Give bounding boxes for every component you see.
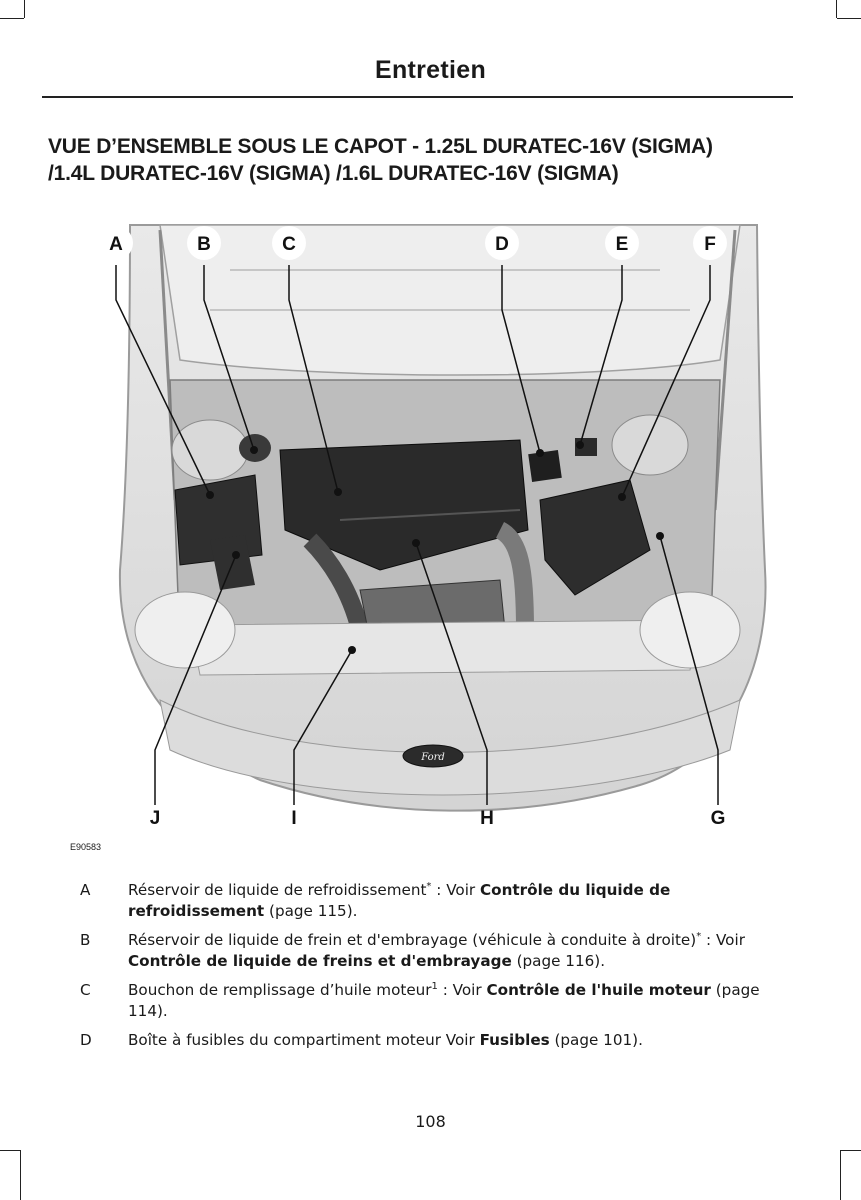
legend-description: Bouchon de remplissage d’huile moteur$^1$ : Voir Contrôle de l'huile moteur (page 114). (128, 980, 760, 1020)
legend-letter: B (80, 931, 91, 949)
fuse-box (528, 450, 562, 482)
crop-mark (0, 1150, 20, 1151)
engine-bay-figure (0, 210, 861, 830)
callout-label-f: F (704, 234, 716, 255)
crop-mark (837, 18, 861, 19)
crop-mark (24, 0, 25, 18)
right-strut-tower (612, 415, 688, 475)
cross-reference-link[interactable]: Fusibles (479, 1031, 550, 1049)
callout-label-g: G (710, 808, 726, 829)
hood-underside (160, 225, 740, 375)
callout-label-j: J (149, 808, 161, 829)
callout-label-b: B (197, 234, 211, 255)
callout-label-d: D (495, 234, 509, 255)
right-headlamp (640, 592, 740, 668)
legend-description: Boîte à fusibles du compartiment moteur Voir Fusibles (page 101). (128, 1031, 643, 1049)
crop-mark (20, 1150, 21, 1200)
page-header-title: Entretien (374, 56, 487, 84)
callout-label-a: A (109, 234, 123, 255)
callout-label-h: H (480, 808, 494, 829)
ford-badge-text: Ford (421, 752, 445, 763)
legend-letter: A (80, 881, 91, 899)
crop-mark (836, 0, 837, 18)
crop-mark (0, 18, 24, 19)
section-title-line1: VUE D’ENSEMBLE SOUS LE CAPOT - 1.25L DURATEC-16V (SIGMA) (48, 135, 713, 158)
legend-letter: D (80, 1031, 92, 1049)
callout-label-c: C (282, 234, 296, 255)
engine-bay-illustration (0, 210, 861, 830)
crop-mark (840, 1150, 861, 1151)
legend-item (80, 930, 780, 972)
left-headlamp (135, 592, 235, 668)
crop-mark (840, 1150, 841, 1200)
legend-item (80, 880, 780, 922)
section-title-line2: /1.4L DURATEC-16V (SIGMA) /1.6L DURATEC-16V (SIGMA) (48, 162, 619, 185)
legend-item (80, 980, 780, 1022)
figure-code: E90583 (70, 842, 102, 852)
cross-reference-link[interactable]: Contrôle du liquide de refroidissement (128, 881, 671, 920)
legend-list (80, 880, 780, 1059)
header-divider (42, 96, 793, 98)
legend-description: Réservoir de liquide de frein et d'embrayage (véhicule à conduite à droite)* : Voir Contrôle de liquide de freins et d'embrayage (page 116). (128, 930, 745, 970)
legend-description: Réservoir de liquide de refroidissement* : Voir Contrôle du liquide de refroidissement (page 115). (128, 880, 671, 920)
page-number: 108 (415, 1112, 446, 1131)
legend-item (80, 1030, 780, 1051)
callout-label-i: I (291, 808, 297, 829)
legend-letter: C (80, 981, 91, 999)
cross-reference-link[interactable]: Contrôle de l'huile moteur (486, 981, 711, 999)
section-title (48, 133, 808, 187)
callout-label-e: E (615, 234, 629, 255)
cross-reference-link[interactable]: Contrôle de liquide de freins et d'embrayage (128, 952, 512, 970)
left-strut-tower (172, 420, 248, 480)
